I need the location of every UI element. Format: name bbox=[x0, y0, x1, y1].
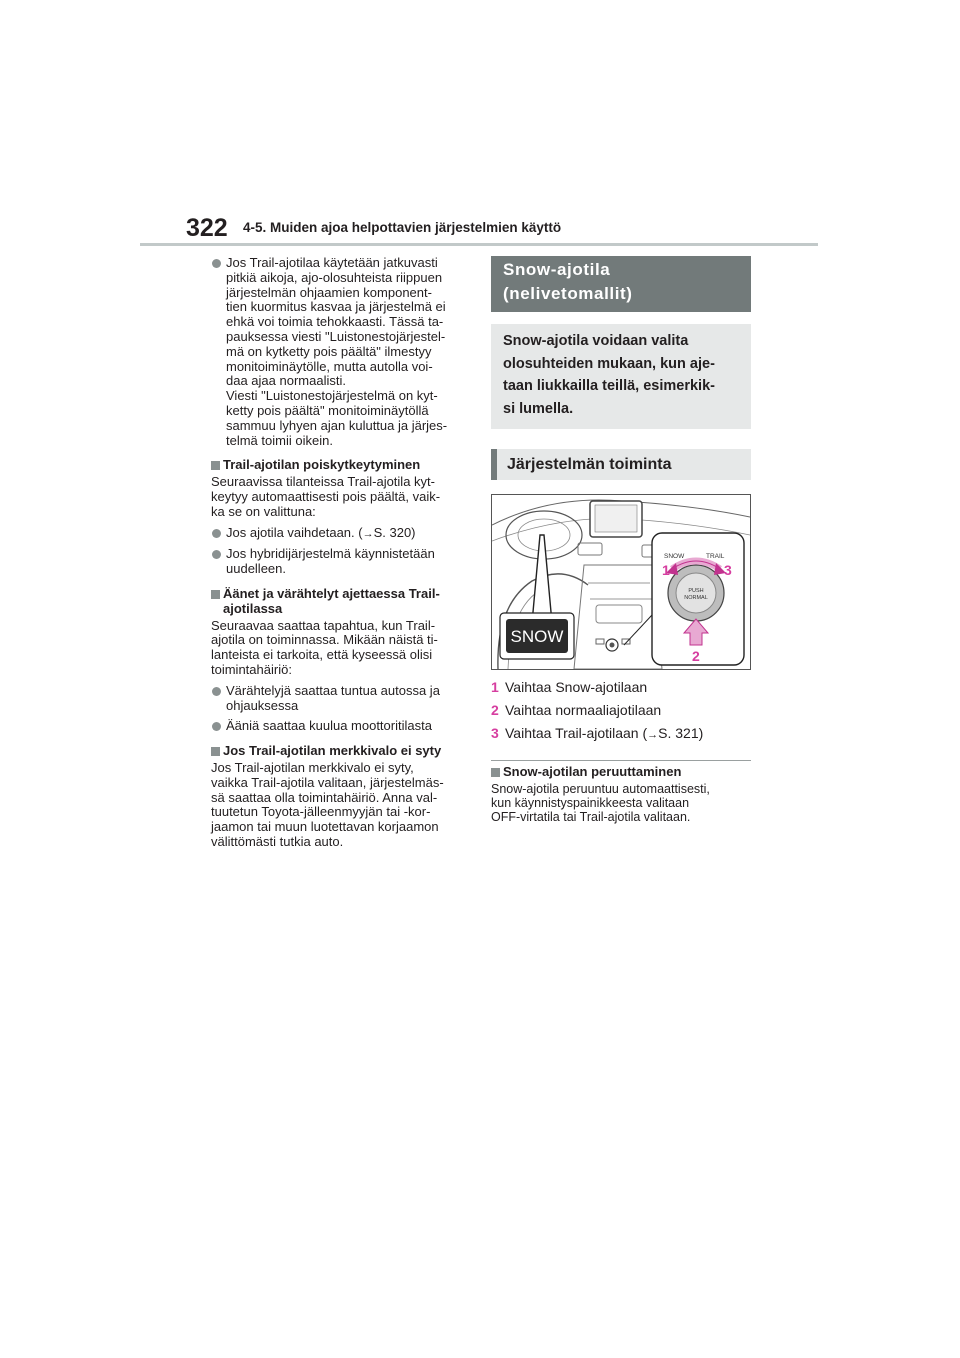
dial-label-snow: SNOW bbox=[664, 553, 685, 560]
dial-label-trail: TRAIL bbox=[706, 553, 725, 560]
page-ref-arrow-icon: → bbox=[647, 729, 659, 741]
page-ref-link[interactable]: S. 320) bbox=[373, 524, 416, 540]
section-header-snow-mode: Snow-ajotila (nelivetomallit) bbox=[491, 256, 751, 312]
bullet-mode-changed bbox=[211, 526, 473, 542]
list-item bbox=[491, 699, 751, 722]
dashboard-drawing bbox=[492, 495, 750, 669]
list-text: Vaihtaa normaaliajotilaan bbox=[505, 702, 662, 718]
bullet-vibration: Värähtelyjä saattaa tuntua autossa ja ohjauksessa bbox=[211, 684, 473, 714]
callout-2: 2 bbox=[692, 648, 700, 664]
page-ref-arrow-icon: → bbox=[362, 527, 374, 540]
paragraph-sounds: Seuraavaa saattaa tapahtua, kun Trail- ajotila on toiminnassa. Mikään näistä ti- lanteista ei tarkoita, että kyseessä olisi toimintahäiriö: bbox=[211, 617, 438, 677]
divider bbox=[491, 760, 751, 761]
section-title-indicator: Jos Trail-ajotilan merkkivalo ei syty bbox=[211, 744, 473, 759]
section-title-sounds bbox=[211, 587, 473, 617]
bullet-engine-sound: Ääniä saattaa kuulua moottoritilasta bbox=[211, 719, 473, 734]
callout-3: 3 bbox=[724, 562, 732, 578]
dashboard-illustration bbox=[491, 494, 751, 670]
section-title-snow-cancel: Snow-ajotilan peruuttaminen bbox=[491, 765, 751, 780]
paragraph-indicator: Jos Trail-ajotilan merkkivalo ei syty, vaikka Trail-ajotila valitaan, järjestelmäs- sä saattaa olla toimintahäiriö. Anna val- tuutetun Toyota-jälleenmyyjän tai -kor- jaamon tai muun luotettavan korjaamon välittömästi tutkia auto. bbox=[211, 759, 444, 849]
bullet-text: Jos ajotila vaihdetaan. ( bbox=[226, 524, 363, 540]
right-column bbox=[491, 256, 751, 824]
list-item bbox=[491, 676, 751, 699]
operation-list bbox=[491, 676, 751, 747]
header-rule bbox=[140, 243, 818, 246]
bullet-trail-overload: Jos Trail-ajotilaa käytetään jatkuvasti pitkiä aikoja, ajo-olosuhteista riippuen järjestelmän ohjaamien komponent- tien kuormitus kasvaa ja järjestelmä ei ehkä voi toimia tehokkaasti. Tässä ta- pauksessa viesti "Luistonestojärjestel- mä on kytketty pois päältä" ilmestyy monitoiminäytölle, mutta autolla voi- daa ajaa normaalisti. Viesti "Luistonestojärjestelmä on kyt- ketty pois päältä" monitoiminäytöllä sammuu lyhyen ajan kuluttua ja järjes- telmä toimii oikein. bbox=[211, 256, 473, 448]
list-number: 2 bbox=[491, 702, 499, 718]
section-title-line: Äänet ja värähtelyt ajettaessa Trail- bbox=[223, 585, 440, 601]
dial-label-normal: NORMAL bbox=[684, 595, 708, 601]
bullet-hybrid-restart: Jos hybridijärjestelmä käynnistetään uudelleen. bbox=[211, 547, 473, 577]
intro-box: Snow-ajotila voidaan valita olosuhteiden mukaan, kun aje- taan liukkailla teillä, esimerkik- si lumella. bbox=[491, 324, 751, 429]
page-number: 322 bbox=[186, 214, 228, 242]
paragraph-snow-cancel: Snow-ajotila peruuntuu automaattisesti, kun käynnistyspainikkeesta valitaan OFF-virtatila tai Trail-ajotila valitaan. bbox=[491, 781, 710, 825]
left-column bbox=[211, 256, 473, 856]
list-text: Vaihtaa Trail-ajotilaan ( bbox=[505, 725, 648, 741]
callout-1: 1 bbox=[662, 562, 670, 578]
paragraph-trail-off: Seuraavissa tilanteissa Trail-ajotila kyt- keytyy automaattisesti pois päältä, vaik- ka se on valittuna: bbox=[211, 474, 441, 519]
list-text: Vaihtaa Snow-ajotilaan bbox=[505, 679, 648, 695]
list-number: 3 bbox=[491, 725, 499, 741]
section-title-line: ajotilassa bbox=[223, 600, 283, 616]
chapter-title: 4-5. Muiden ajoa helpottavien järjestelmien käyttö bbox=[243, 220, 562, 235]
snow-indicator-label: SNOW bbox=[510, 627, 564, 646]
page-ref-link[interactable]: S. 321) bbox=[658, 725, 704, 741]
list-number: 1 bbox=[491, 679, 499, 695]
subsection-header-operation: Järjestelmän toiminta bbox=[491, 449, 751, 480]
section-title-trail-off: Trail-ajotilan poiskytkeytyminen bbox=[211, 458, 473, 473]
list-item bbox=[491, 722, 751, 747]
dial-label-push: PUSH bbox=[688, 588, 704, 594]
